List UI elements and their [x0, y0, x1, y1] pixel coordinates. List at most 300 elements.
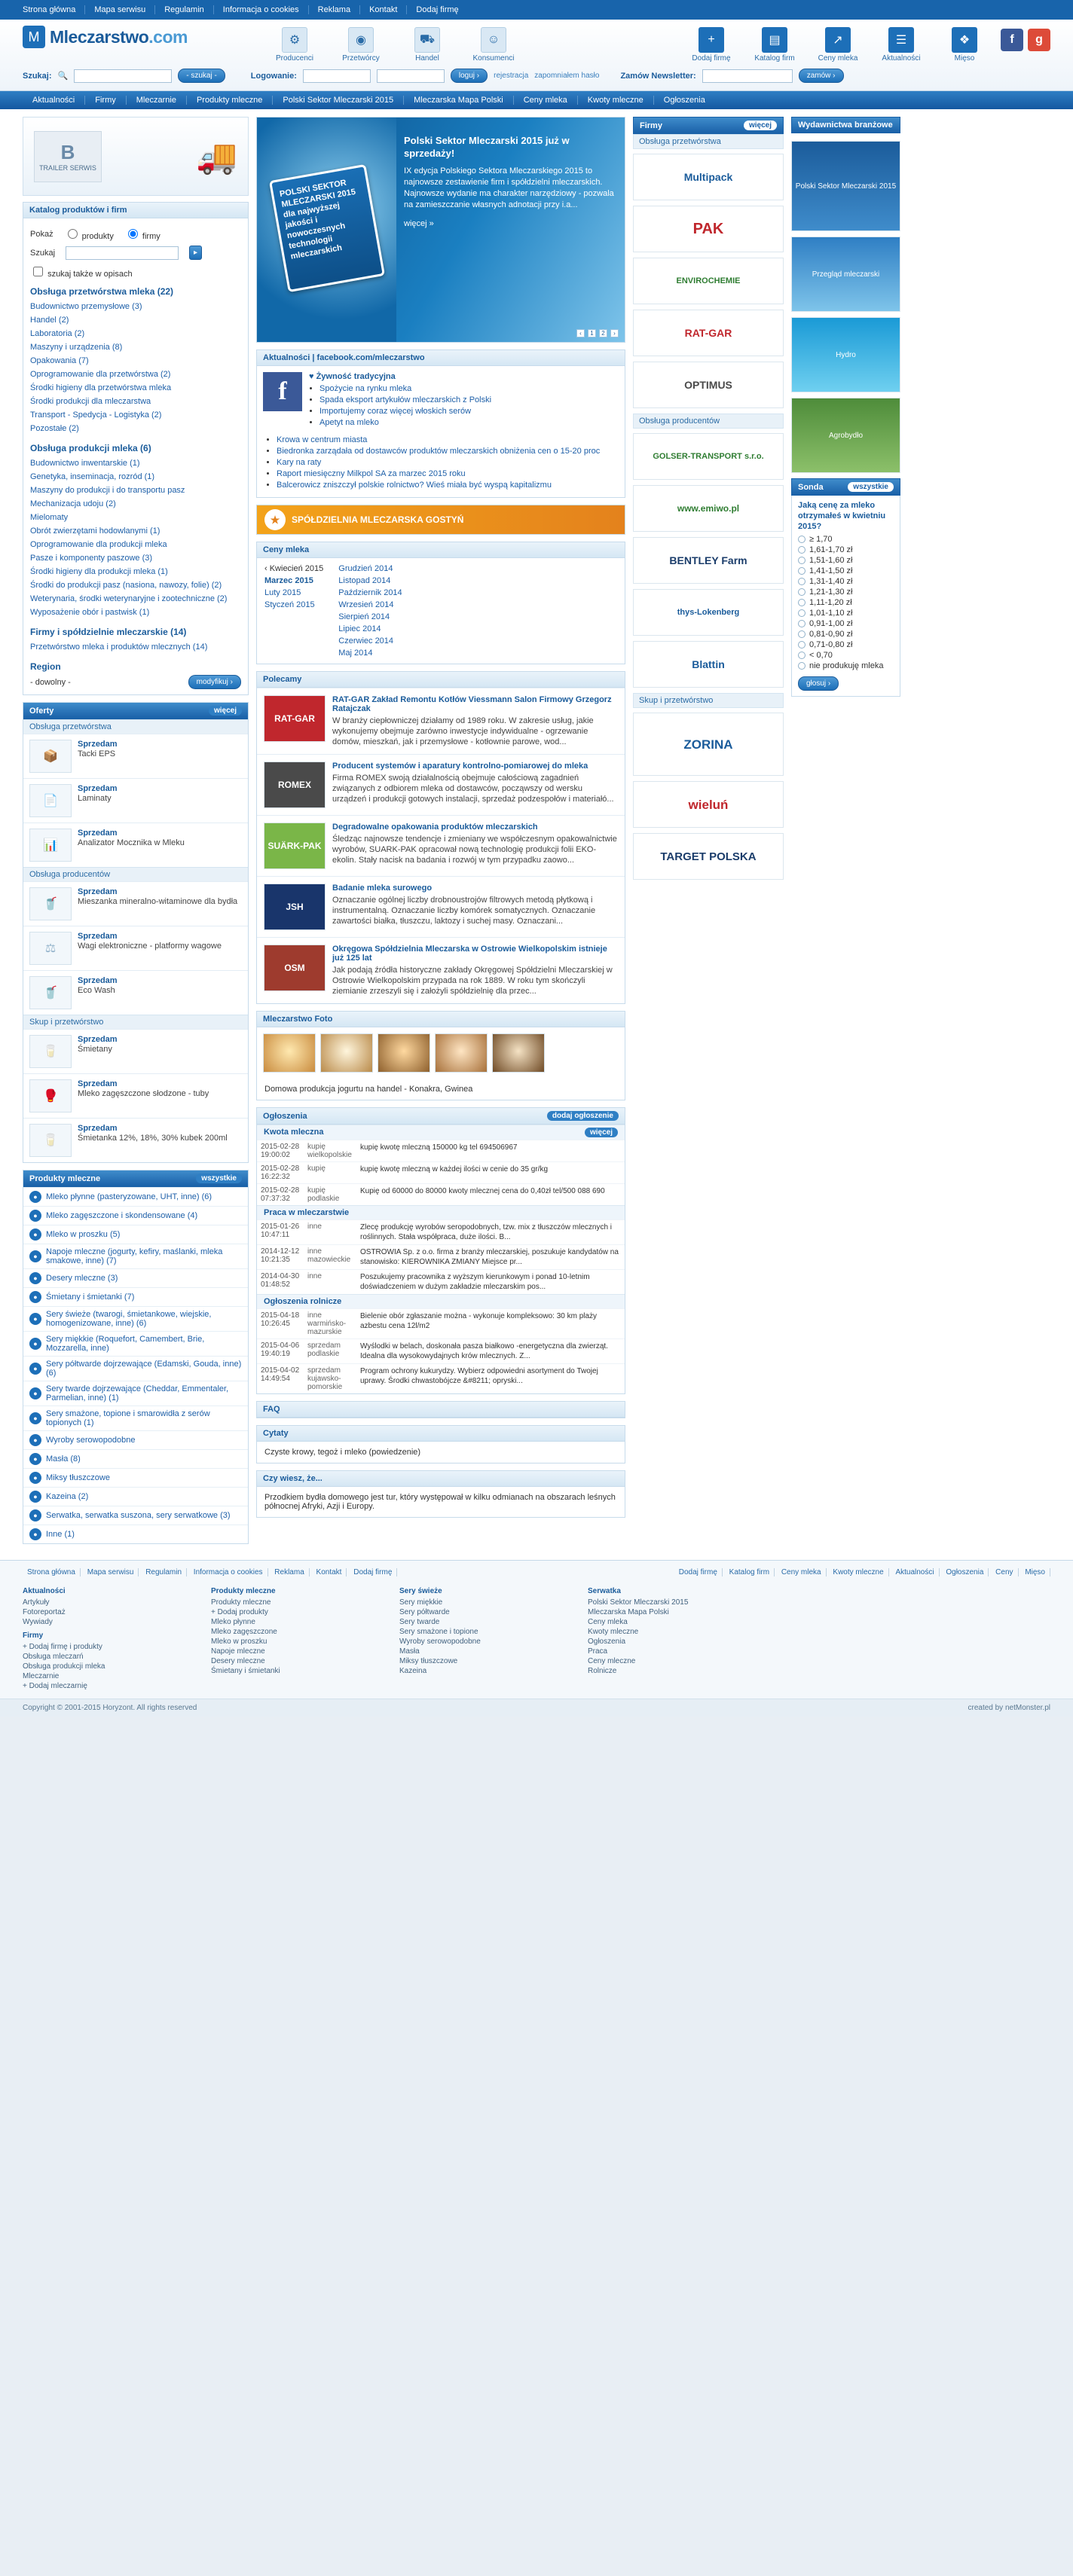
- recommended-item[interactable]: [257, 937, 625, 1003]
- catalog-item[interactable]: Oprogramowanie dla przetwórstwa (2): [30, 370, 171, 379]
- firm-logo[interactable]: ZORINA: [633, 713, 784, 776]
- cream-icon: ●: [29, 1291, 41, 1303]
- footer-link[interactable]: Reklama: [270, 1568, 309, 1576]
- firm-logo[interactable]: thys-Lokenberg: [633, 589, 784, 636]
- radio-icon[interactable]: [798, 567, 806, 575]
- price-month-link[interactable]: Lipiec 2014: [338, 624, 381, 633]
- gallery-photo[interactable]: [378, 1033, 430, 1073]
- footer-column-link[interactable]: Mleczarska Mapa Polski: [588, 1608, 669, 1616]
- footer-link[interactable]: Ogłoszenia: [941, 1568, 989, 1576]
- catalog-item[interactable]: Wyposażenie obór i pastwisk (1): [30, 608, 150, 617]
- radio-icon[interactable]: [798, 630, 806, 638]
- catalog-search-button[interactable]: ▸: [189, 246, 202, 260]
- register-link[interactable]: rejestracja: [494, 72, 529, 80]
- price-month-link[interactable]: Listopad 2014: [338, 576, 391, 585]
- catalog-item[interactable]: Transport - Spedycja - Logistyka (2): [30, 411, 162, 420]
- offer-item[interactable]: [23, 881, 248, 926]
- catalog-item[interactable]: Środki higieny dla produkcji mleka (1): [30, 567, 168, 576]
- chart-icon: ↗: [825, 27, 851, 53]
- poll-option[interactable]: [792, 555, 900, 566]
- ann-text[interactable]: kupię kwotę mleczną 150000 kg tel 694506967: [356, 1140, 625, 1162]
- offer-item[interactable]: [23, 1029, 248, 1073]
- product-label[interactable]: Serwatka, serwatka suszona, sery serwatkowe (3): [46, 1511, 231, 1520]
- poll-option[interactable]: [792, 597, 900, 608]
- login-username-input[interactable]: [303, 69, 371, 83]
- footer-column-link[interactable]: Polski Sektor Mleczarski 2015: [588, 1598, 689, 1607]
- table-row[interactable]: [257, 1162, 625, 1184]
- price-month-link[interactable]: Październik 2014: [338, 588, 402, 597]
- topnav-link-0[interactable]: Strona główna: [23, 5, 85, 14]
- recommended-item-desc: Firma ROMEX swoją działalnością obejmuje całościową zagadnień związanych z odbiorem mleka od dostawców, począwszy od wersku urządzeń i produkcji gotowych instalacji, sprzedaż podzespołów i materiałó...: [332, 774, 614, 804]
- firm-logo[interactable]: OPTIMUS: [633, 362, 784, 408]
- fb-link[interactable]: Krowa w centrum miasta: [277, 435, 368, 444]
- header-cat-handel[interactable]: [404, 27, 451, 63]
- header-action-label: Dodaj firmę: [692, 54, 731, 63]
- product-label[interactable]: Sery miękkie (Roquefort, Camembert, Brie, Mozzarella, inne): [46, 1335, 205, 1353]
- catalog-item[interactable]: Pasze i komponenty paszowe (3): [30, 554, 153, 563]
- product-list-item[interactable]: [23, 1306, 248, 1331]
- footer-link[interactable]: Mapa serwisu: [83, 1568, 139, 1576]
- region-modify-button[interactable]: modyfikuj ›: [188, 675, 241, 689]
- footer-column-link[interactable]: + Dodaj produkty: [211, 1608, 268, 1616]
- fb-bullet[interactable]: Spożycie na rynku mleka: [319, 384, 412, 393]
- footer-column-link[interactable]: Sery miękkie: [399, 1598, 443, 1607]
- product-list-item[interactable]: [23, 1506, 248, 1525]
- gostyn-banner[interactable]: [256, 505, 625, 535]
- header-action-label: Katalog firm: [754, 54, 795, 63]
- firm-logo[interactable]: wieluń: [633, 781, 784, 828]
- recommended-item[interactable]: [257, 688, 625, 754]
- footer-column-link[interactable]: Napoje mleczne: [211, 1647, 265, 1656]
- fb-headline: ♥ Żywność tradycyjna: [309, 372, 396, 381]
- footer-column-link[interactable]: Mleko w proszku: [211, 1637, 267, 1646]
- footer-link[interactable]: Kontakt: [312, 1568, 347, 1576]
- footer-column-link[interactable]: Sery półtwarde: [399, 1608, 450, 1616]
- catalog-item[interactable]: Maszyny do produkcji i do transportu pasz: [30, 486, 185, 495]
- catalog-item[interactable]: Środki produkcji dla mleczarstwa: [30, 397, 151, 406]
- poll-option-label: 0,91-1,00 zł: [809, 619, 853, 628]
- offer-item[interactable]: [23, 970, 248, 1015]
- footer-column-link[interactable]: Wywiady: [23, 1618, 53, 1626]
- gallery-photo[interactable]: [263, 1033, 316, 1073]
- footer-link[interactable]: Dodaj firmę: [674, 1568, 723, 1576]
- radio-icon[interactable]: [798, 620, 806, 627]
- footer-column-link[interactable]: Obsługa produkcji mleka: [23, 1662, 105, 1671]
- catalog-item[interactable]: Przetwórstwo mleka i produktów mlecznych (14): [30, 642, 208, 652]
- ann-text[interactable]: Wyślodki w belach, doskonała pasza białkowo -energetyczna dla zwierząt. Idealna dla wysokowydajnych krów mlecznych. Z...: [356, 1339, 625, 1364]
- catalog-item[interactable]: Środki do produkcji pasz (nasiona, nawozy, folie) (2): [30, 581, 222, 590]
- poll-option[interactable]: [792, 661, 900, 671]
- ann-text[interactable]: Kupię od 60000 do 80000 kwoty mlecznej cena do 0,40zł tel/500 088 690: [356, 1184, 625, 1206]
- ann-text[interactable]: Program ochrony kukurydzy. Wybierz odpowiedni asortyment do Twojej uprawy. Środki chwastobójcze &#8211; opryski...: [356, 1364, 625, 1394]
- footer-column-link[interactable]: + Dodaj firmę i produkty: [23, 1643, 102, 1651]
- header-action-ceny-mleka[interactable]: [814, 27, 862, 63]
- magazine-cover[interactable]: Polski Sektor Mleczarski 2015: [791, 141, 900, 231]
- header-action-dodaj-firme[interactable]: [687, 27, 735, 63]
- fb-bullet[interactable]: Importujemy coraz więcej włoskich serów: [319, 407, 472, 416]
- price-month-link[interactable]: Sierpień 2014: [338, 612, 390, 621]
- fb-bullet[interactable]: Apetyt na mleko: [319, 418, 379, 427]
- footer-column-link[interactable]: Śmietany i śmietanki: [211, 1667, 280, 1675]
- offer-thumbnail: 📦: [29, 740, 72, 773]
- gallery-photo[interactable]: [320, 1033, 373, 1073]
- product-list-item[interactable]: [23, 1430, 248, 1449]
- search-input[interactable]: [74, 69, 172, 83]
- fresh-cheese-icon: ●: [29, 1313, 41, 1325]
- gallery-photo[interactable]: [492, 1033, 545, 1073]
- offer-item[interactable]: [23, 926, 248, 970]
- catalog-item[interactable]: Maszyny i urządzenia (8): [30, 343, 123, 352]
- ann-text[interactable]: kupię kwotę mleczną w każdej ilości w cenie do 35 gr/kg: [356, 1162, 625, 1184]
- catalog-item[interactable]: Oprogramowanie dla produkcji mleka: [30, 540, 167, 549]
- nav-ogloszenia[interactable]: Ogłoszenia: [663, 96, 705, 105]
- catalog-desc-checkbox[interactable]: [30, 264, 133, 279]
- footer-link[interactable]: Regulamin: [141, 1568, 187, 1576]
- product-label[interactable]: Inne (1): [46, 1530, 75, 1539]
- nav-kwoty-mleczne[interactable]: Kwoty mleczne: [578, 96, 654, 105]
- gallery-photo[interactable]: [435, 1033, 488, 1073]
- nav-produkty-mleczne[interactable]: Produkty mleczne: [187, 96, 273, 105]
- company-logo: JSH: [264, 884, 326, 930]
- footer-link[interactable]: Katalog firm: [725, 1568, 775, 1576]
- footer-link[interactable]: Ceny mleka: [777, 1568, 827, 1576]
- price-month-link[interactable]: Styczeń 2015: [264, 600, 315, 609]
- recommended-item-title[interactable]: Badanie mleka surowego: [332, 884, 433, 893]
- firm-logo[interactable]: PAK: [633, 206, 784, 252]
- catalog-item[interactable]: Środki higieny dla przetwórstwa mleka: [30, 383, 172, 392]
- firm-logo[interactable]: Multipack: [633, 154, 784, 200]
- recommended-item[interactable]: [257, 754, 625, 815]
- facebook-icon[interactable]: f: [1001, 29, 1023, 51]
- header-cat-przetworcy[interactable]: [338, 27, 384, 63]
- footer-column-link[interactable]: Mleko zagęszczone: [211, 1628, 277, 1636]
- product-label[interactable]: Mleko zagęszczone i skondensowane (4): [46, 1211, 198, 1220]
- logo-icon: M: [23, 26, 45, 48]
- header-cat-label: Konsumenci: [472, 54, 515, 63]
- footer-link[interactable]: Ceny: [991, 1568, 1018, 1576]
- ann-text[interactable]: Poszukujemy pracownika z wyższym kierunkowym i ponad 10-letnim doświadczeniem w dużym zakładzie mleczarskim pos...: [356, 1270, 625, 1295]
- product-label[interactable]: Napoje mleczne (jogurty, kefiry, maślanki, mleka smakowe, inne) (7): [46, 1247, 223, 1265]
- poll-option[interactable]: [792, 587, 900, 597]
- header-cat-producenci[interactable]: [271, 27, 318, 63]
- footer-column-link[interactable]: Rolnicze: [588, 1667, 617, 1675]
- catalog-item[interactable]: Genetyka, inseminacja, rozród (1): [30, 472, 155, 481]
- catalog-item[interactable]: Opakowania (7): [30, 356, 89, 365]
- footer-column-link[interactable]: Mleko płynne: [211, 1618, 255, 1626]
- footer-link[interactable]: Dodaj firmę: [349, 1568, 397, 1576]
- offer-thumbnail: 🥛: [29, 1035, 72, 1068]
- product-label[interactable]: Mleko w proszku (5): [46, 1230, 121, 1239]
- firm-logo[interactable]: www.emiwo.pl: [633, 485, 784, 532]
- ann-text[interactable]: OSTROWIA Sp. z o.o. firma z branży mleczarskiej, poszukuje kandydatów na stanowisko: KIEROWNIKA ZMIANY Miejsce pr...: [356, 1245, 625, 1270]
- footer-column-link[interactable]: Fotoreportaż: [23, 1608, 66, 1616]
- product-list-item[interactable]: [23, 1525, 248, 1543]
- recommended-item-title[interactable]: Okręgowa Spółdzielnia Mleczarska w Ostrowie Wielkopolskim istnieje już 125 lat: [332, 945, 607, 963]
- header-action-aktualnosci[interactable]: [877, 27, 925, 63]
- product-list-item[interactable]: [23, 1487, 248, 1506]
- slider-prev-button[interactable]: ‹: [576, 329, 585, 337]
- product-list-item[interactable]: [23, 1449, 248, 1468]
- nav-mapa-polski[interactable]: Mleczarska Mapa Polski: [404, 96, 514, 105]
- footer-column-link[interactable]: Obsługa mleczarń: [23, 1653, 84, 1661]
- footer-column-link[interactable]: Ceny mleczne: [588, 1657, 636, 1665]
- header-action-katalog-firm[interactable]: [750, 27, 799, 63]
- offers-group-label: Obsługa producentów: [23, 867, 248, 881]
- search-button[interactable]: - szukaj -: [178, 69, 225, 83]
- poll-option-label: 1,31-1,40 zł: [809, 577, 853, 586]
- product-list-item[interactable]: [23, 1468, 248, 1487]
- firm-logo[interactable]: Blattin: [633, 641, 784, 688]
- product-label[interactable]: Sery smażone, topione i smarowidła z serów topionych (1): [46, 1409, 210, 1427]
- footer-column-link[interactable]: Desery mleczne: [211, 1657, 265, 1665]
- products-all-button[interactable]: wszystkie: [196, 1174, 242, 1183]
- region-title: Region: [30, 661, 61, 672]
- poll-all-button[interactable]: wszystkie: [848, 482, 894, 492]
- catalog-item[interactable]: Laboratoria (2): [30, 329, 85, 338]
- magazine-cover[interactable]: Agrobydło: [791, 398, 900, 473]
- hard-cheese-icon: ●: [29, 1387, 41, 1399]
- fb-bullet[interactable]: Spada eksport artykułów mleczarskich z Polski: [319, 395, 492, 404]
- footer-column-link[interactable]: Masła: [399, 1647, 420, 1656]
- poll-option[interactable]: [792, 534, 900, 545]
- price-month-link[interactable]: Grudzień 2014: [338, 564, 393, 573]
- recommended-item[interactable]: [257, 815, 625, 876]
- catalog-item[interactable]: Obrót zwierzętami hodowlanymi (1): [30, 526, 160, 536]
- catalog-radio-products[interactable]: [64, 227, 114, 241]
- fb-link[interactable]: Balcerowicz zniszczył polskie rolnictwo? Wieś miała być wyspą kapitalizmu: [277, 481, 552, 490]
- copyright-text: Copyright © 2001-2015 Horyzont. All rights reserved: [23, 1704, 197, 1712]
- ann-text[interactable]: Bielenie obór zgłaszanie można - wykonuje kompleksowo: 30 km plaży azbestu cena 12l/m2: [356, 1309, 625, 1339]
- add-announcement-button[interactable]: dodaj ogłoszenie: [547, 1111, 619, 1121]
- radio-icon[interactable]: [798, 536, 806, 543]
- footer-column-link[interactable]: Produkty mleczne: [211, 1598, 271, 1607]
- offer-item[interactable]: [23, 823, 248, 867]
- poll-option[interactable]: [792, 576, 900, 587]
- firm-logo[interactable]: GOLSER-TRANSPORT s.r.o.: [633, 433, 784, 480]
- fb-link[interactable]: Raport miesięczny Milkpol SA za marzec 2015 roku: [277, 469, 466, 478]
- footer-column-link[interactable]: Sery smażone i topione: [399, 1628, 478, 1636]
- announcements-more-button[interactable]: więcej: [585, 1128, 618, 1137]
- announcements-table: [257, 1308, 625, 1393]
- catalog-radio-firms[interactable]: [124, 227, 160, 241]
- catalog-item[interactable]: Mielomaty: [30, 513, 69, 522]
- radio-icon[interactable]: [798, 588, 806, 596]
- table-row[interactable]: [257, 1140, 625, 1162]
- product-list-item[interactable]: [23, 1287, 248, 1306]
- offer-item[interactable]: [23, 1073, 248, 1118]
- table-row[interactable]: [257, 1270, 625, 1295]
- table-row[interactable]: [257, 1309, 625, 1339]
- footer-link[interactable]: Strona główna: [23, 1568, 81, 1576]
- footer-column-link[interactable]: Miksy tłuszczowe: [399, 1657, 458, 1665]
- product-list-item[interactable]: [23, 1356, 248, 1381]
- header-cat-konsumenci[interactable]: [470, 27, 517, 63]
- radio-icon[interactable]: [798, 578, 806, 585]
- region-value[interactable]: - dowolny -: [30, 677, 71, 687]
- price-month-link[interactable]: Maj 2014: [338, 649, 373, 658]
- footer-link[interactable]: Informacja o cookies: [189, 1568, 268, 1576]
- butter-icon: ●: [29, 1453, 41, 1465]
- catalog-item[interactable]: Budownictwo przemysłowe (3): [30, 302, 142, 311]
- firm-logo[interactable]: ENVIROCHEMIE: [633, 258, 784, 304]
- recommended-item-desc: Śledząc najnowsze tendencje i zmieniany we współczesnym opakowalnictwie wyrobów, SUARK-PAK opracował nową technologię produkcji folii EKO-ekolin. Stały nacisk na badania i rozwój w tym przypadku zaowo...: [332, 835, 617, 865]
- radio-icon[interactable]: [798, 652, 806, 659]
- footer-column-link[interactable]: Kwoty mleczne: [588, 1628, 639, 1636]
- nav-polski-sektor[interactable]: Polski Sektor Mleczarski 2015: [273, 96, 404, 105]
- header-action-mieso[interactable]: [940, 27, 989, 63]
- product-label[interactable]: Śmietany i śmietanki (7): [46, 1293, 135, 1302]
- offer-item[interactable]: [23, 778, 248, 823]
- catalog-item[interactable]: Mechanizacja udoju (2): [30, 499, 116, 508]
- footer-column-link[interactable]: Kazeina: [399, 1667, 427, 1675]
- poll-option[interactable]: [792, 545, 900, 555]
- price-month-link[interactable]: Marzec 2015: [264, 576, 313, 585]
- footer-column-link[interactable]: Praca: [588, 1647, 608, 1656]
- product-label[interactable]: Sery półtwarde dojrzewające (Edamski, Gouda, inne) (6): [46, 1360, 242, 1378]
- nav-aktualnosci[interactable]: Aktualności: [23, 96, 85, 105]
- offer-desc: Mleko zagęszczone słodzone - tuby: [78, 1089, 209, 1098]
- slider-more-link[interactable]: więcej »: [404, 219, 434, 228]
- nav-firmy[interactable]: Firmy: [85, 96, 127, 105]
- google-plus-icon[interactable]: g: [1028, 29, 1050, 51]
- header-action-label: Ceny mleka: [818, 54, 858, 63]
- footer-link[interactable]: Kwoty mleczne: [828, 1568, 888, 1576]
- product-label[interactable]: Desery mleczne (3): [46, 1274, 118, 1283]
- radio-icon[interactable]: [798, 557, 806, 564]
- recommended-item-title[interactable]: Degradowalne opakowania produktów mleczarskich: [332, 823, 538, 832]
- product-label[interactable]: Mleko płynne (pasteryzowane, UHT, inne) (6): [46, 1192, 212, 1201]
- product-list-item[interactable]: [23, 1225, 248, 1244]
- price-month-link[interactable]: Wrzesień 2014: [338, 600, 394, 609]
- newsletter-input[interactable]: [702, 69, 793, 83]
- product-list-item[interactable]: [23, 1206, 248, 1225]
- magazine-cover[interactable]: Przegląd mleczarski: [791, 237, 900, 312]
- radio-icon[interactable]: [798, 599, 806, 606]
- footer-column-link[interactable]: Ogłoszenia: [588, 1637, 626, 1646]
- newsletter-button[interactable]: zamów ›: [799, 69, 844, 83]
- trailer-serwis-banner[interactable]: [23, 117, 249, 196]
- product-list-item[interactable]: [23, 1406, 248, 1430]
- offer-item[interactable]: [23, 734, 248, 778]
- table-row[interactable]: [257, 1184, 625, 1206]
- topnav-link-3[interactable]: Informacja o cookies: [214, 5, 309, 14]
- firms-more-button[interactable]: więcej: [744, 121, 777, 130]
- product-label[interactable]: Kazeina (2): [46, 1492, 89, 1501]
- footer-column-link[interactable]: Mleczarnie: [23, 1672, 60, 1680]
- recommended-item-title[interactable]: RAT-GAR Zakład Remontu Kotłów Viessmann Salon Firmowy Grzegorz Ratajczak: [332, 695, 612, 713]
- topnav-link-6[interactable]: Dodaj firmę: [416, 5, 459, 14]
- topnav-link-1[interactable]: Mapa serwisu: [85, 5, 155, 14]
- product-label[interactable]: Miksy tłuszczowe: [46, 1473, 110, 1482]
- catalog-item[interactable]: Pozostałe (2): [30, 424, 79, 433]
- footer-link[interactable]: Mięso: [1020, 1568, 1050, 1576]
- hero-slider[interactable]: [256, 117, 625, 343]
- footer-column-link[interactable]: + Dodaj mleczarnię: [23, 1682, 87, 1690]
- offer-thumbnail: 🥤: [29, 887, 72, 920]
- publishers-header: [791, 117, 900, 133]
- slider-next-button[interactable]: ›: [610, 329, 619, 337]
- price-month-link[interactable]: Czerwiec 2014: [338, 636, 394, 646]
- footer-column-link[interactable]: Wyroby serowopodobne: [399, 1637, 481, 1646]
- radio-icon[interactable]: [798, 641, 806, 649]
- footer-link[interactable]: Aktualności: [891, 1568, 939, 1576]
- magazine-cover[interactable]: Hydro: [791, 317, 900, 392]
- firm-logo[interactable]: BENTLEY Farm: [633, 537, 784, 584]
- catalog-item[interactable]: Weterynaria, środki weterynaryjne i zootechniczne (2): [30, 594, 228, 603]
- footer-column-link[interactable]: Sery twarde: [399, 1618, 440, 1626]
- catalog-item[interactable]: Budownictwo inwentarskie (1): [30, 459, 140, 468]
- poll-option[interactable]: [792, 639, 900, 650]
- nav-mleczarnie[interactable]: Mleczarnie: [127, 96, 187, 105]
- site-logo[interactable]: [23, 26, 271, 48]
- product-list-item[interactable]: [23, 1244, 248, 1268]
- catalog-search-input[interactable]: [66, 246, 179, 260]
- table-row[interactable]: [257, 1364, 625, 1394]
- table-row[interactable]: [257, 1220, 625, 1245]
- product-label[interactable]: Sery twarde dojrzewające (Cheddar, Emmentaler, Parmelian, inne) (1): [46, 1384, 229, 1402]
- table-row[interactable]: [257, 1339, 625, 1364]
- price-month-link[interactable]: Luty 2015: [264, 588, 301, 597]
- photo-gallery: [257, 1027, 625, 1079]
- poll-option[interactable]: [792, 566, 900, 576]
- footer-column-link[interactable]: Ceny mleka: [588, 1618, 628, 1626]
- topnav-link-2[interactable]: Regulamin: [155, 5, 214, 14]
- product-list-item[interactable]: [23, 1187, 248, 1206]
- poll-option[interactable]: [792, 608, 900, 618]
- slider-dot-1[interactable]: 1: [588, 329, 596, 337]
- ann-date: 2015-02-28: [261, 1186, 300, 1195]
- poll-option[interactable]: [792, 629, 900, 639]
- recommended-item-title[interactable]: Producent systemów i aparatury kontrolno-pomiarowej do mleka: [332, 762, 588, 771]
- login-button[interactable]: loguj ›: [451, 69, 488, 83]
- login-password-input[interactable]: [377, 69, 445, 83]
- radio-icon[interactable]: [798, 546, 806, 554]
- product-label[interactable]: Sery świeże (twarogi, śmietankowe, wiejskie, homogenizowane, inne) (6): [46, 1310, 212, 1328]
- nav-ceny-mleka[interactable]: Ceny mleka: [514, 96, 578, 105]
- poll-option[interactable]: [792, 618, 900, 629]
- fb-link[interactable]: Kary na raty: [277, 458, 322, 467]
- offers-header: [23, 703, 248, 719]
- product-list-item[interactable]: [23, 1268, 248, 1287]
- table-row[interactable]: [257, 1245, 625, 1270]
- product-list-item[interactable]: [23, 1331, 248, 1356]
- firm-logo[interactable]: RAT-GAR: [633, 310, 784, 356]
- topnav-link-5[interactable]: Kontakt: [360, 5, 407, 14]
- slider-dot-2[interactable]: 2: [599, 329, 607, 337]
- radio-icon[interactable]: [798, 662, 806, 670]
- forgot-password-link[interactable]: zapomniałem hasło: [534, 72, 600, 80]
- radio-icon[interactable]: [798, 609, 806, 617]
- ann-region: podlaskie: [307, 1350, 340, 1358]
- facebook-icon[interactable]: f: [263, 372, 302, 411]
- footer-column-link[interactable]: Artykuły: [23, 1598, 50, 1607]
- poll-vote-button[interactable]: głosuj ›: [798, 676, 839, 691]
- catalog-item[interactable]: Handel (2): [30, 316, 69, 325]
- product-label[interactable]: Masła (8): [46, 1454, 81, 1463]
- products-header: [23, 1170, 248, 1187]
- ann-text[interactable]: Zlecę produkcję wyrobów seropodobnych, tzw. mix z tłuszczów mlecznych i roślinnych. Stała współpraca, duże ilości. B...: [356, 1220, 625, 1245]
- product-list-item[interactable]: [23, 1381, 248, 1406]
- product-label[interactable]: Wyroby serowopodobne: [46, 1436, 136, 1445]
- topnav-link-4[interactable]: Reklama: [309, 5, 360, 14]
- offers-more-button[interactable]: więcej: [209, 706, 242, 716]
- fb-link[interactable]: Biedronka zarządała od dostawców produktów mleczarskich obniżenia cen o 15-20 proc: [277, 447, 601, 456]
- facebook-news-panel: [256, 349, 625, 498]
- recommended-item[interactable]: [257, 876, 625, 937]
- poll-option[interactable]: [792, 650, 900, 661]
- firm-logo[interactable]: TARGET POLSKA: [633, 833, 784, 880]
- offer-item[interactable]: [23, 1118, 248, 1162]
